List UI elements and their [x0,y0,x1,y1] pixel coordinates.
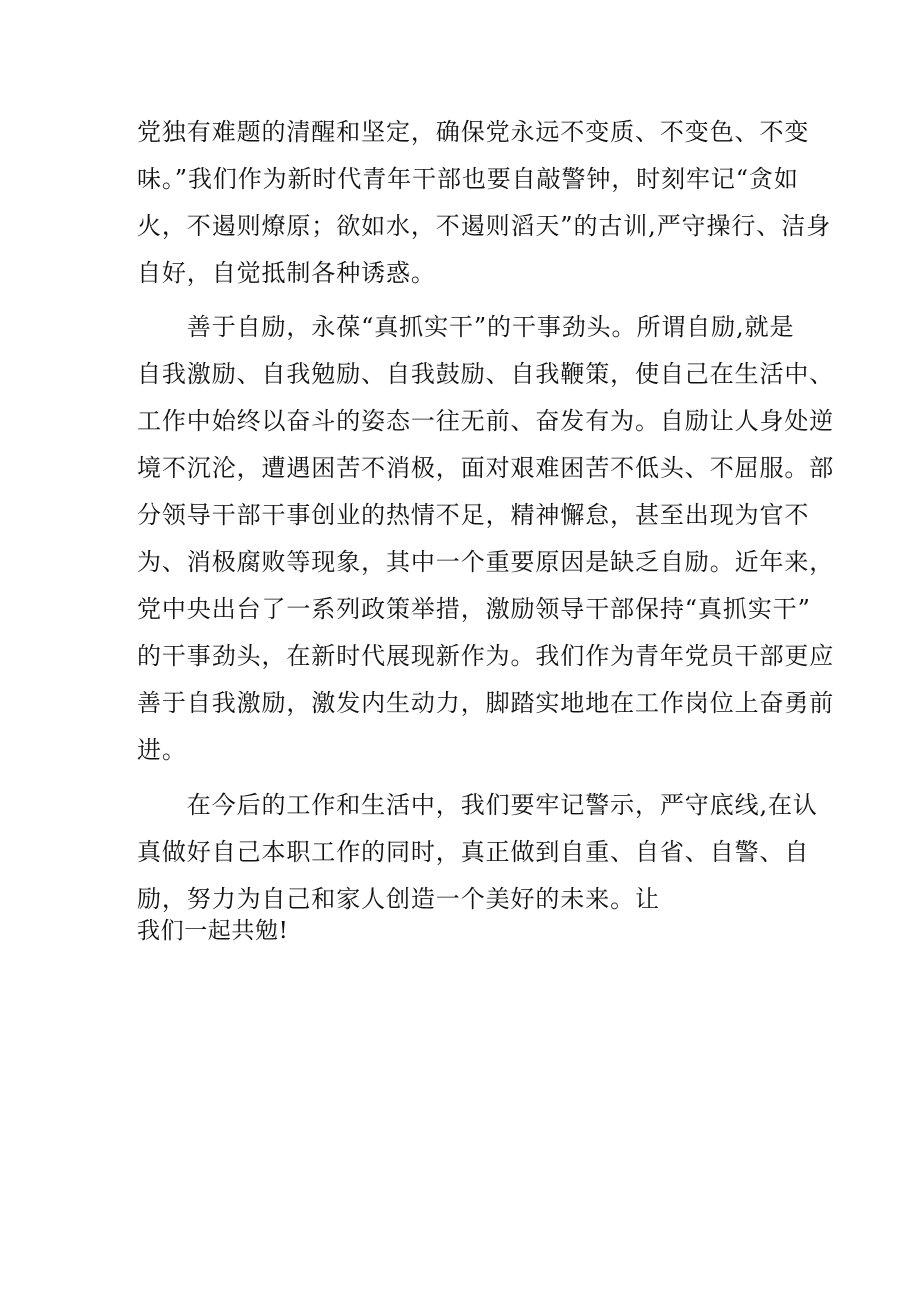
text-line: 自我激励、自我勉励、自我鼓励、自我鞭策，使自己在生活中、 [137,360,835,388]
text-line: 进。 [137,736,187,764]
text-line: 善于自励，永葆“真抓实干”的干事劲头。所谓自励,就是 [137,313,795,341]
text-line: 味。”我们作为新时代青年干部也要自敲警钟，时刻牢记“贪如 [137,165,799,193]
text-line: 在今后的工作和生活中，我们要牢记警示，严守底线,在认 [137,791,818,819]
text-line: 励，努力为自己和家人创造一个美好的未来。让 [137,885,660,913]
text-line: 的干事劲头，在新时代展现新作为。我们作为青年党员干部更应 [137,642,835,670]
text-line: 境不沉沦，遭遇困苦不消极，面对艰难困苦不低头、不屈服。部 [137,454,835,482]
text-line: 党中央出台了一系列政策举措，激励领导干部保持“真抓实干” [137,595,811,623]
text-line: 我们一起共勉! [137,918,289,944]
text-line: 为、消极腐败等现象，其中一个重要原因是缺乏自励。近年来， [137,548,835,576]
text-line: 党独有难题的清醒和坚定，确保党永远不变质、不变色、不变 [137,118,810,146]
text-line: 分领导干部干事创业的热情不足，精神懈怠，甚至出现为官不 [137,501,810,529]
text-line: 自好，自觉抵制各种诱惑。 [137,259,436,287]
text-line: 善于自我激励，激发内生动力，脚踏实地地在工作岗位上奋勇前 [137,689,835,717]
text-line: 工作中始终以奋斗的姿态一往无前、奋发有为。自励让人身处逆 [137,407,835,435]
text-line: 真做好自己本职工作的同时，真正做到自重、自省、自警、自 [137,838,810,866]
text-line: 火，不遏则燎原；欲如水，不遏则滔天”的古训,严守操行、洁身 [137,212,831,240]
